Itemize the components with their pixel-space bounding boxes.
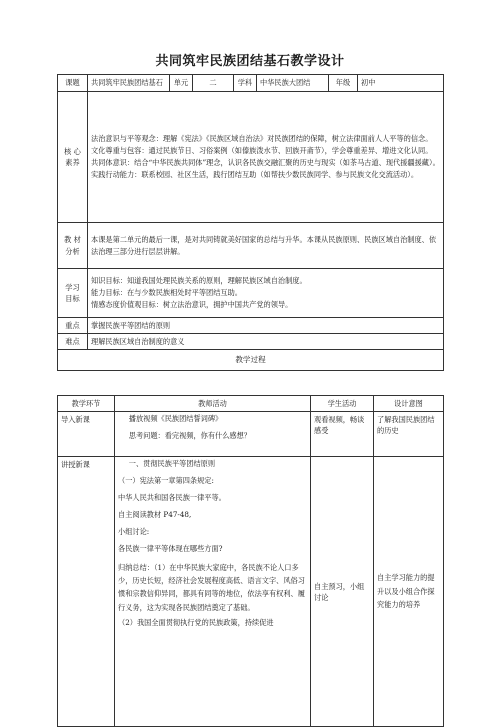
goal-item: 能力目标：在与少数民族相处时平等团结互助。 xyxy=(91,287,242,297)
intro-teacher xyxy=(115,412,311,457)
new-teacher-line: 自主阅读教材 P47-48, xyxy=(118,509,192,519)
unit-value: 二 xyxy=(193,75,234,92)
key-point-label: 重点 xyxy=(58,318,88,334)
literacy-label: 核 心 素养 xyxy=(58,92,88,223)
new-student: 自主预习，小组讨论 xyxy=(311,457,374,727)
difficulty-content: 理解民族区域自治制度的意义 xyxy=(88,334,444,350)
intro-student: 观看视频，畅谈感受 xyxy=(311,412,374,457)
process-header-row-main xyxy=(58,396,444,412)
literacy-content xyxy=(88,92,444,223)
new-teacher-line: 小组讨论: xyxy=(118,526,150,536)
new-teacher-line: （一）宪法第一章第四条规定: xyxy=(118,476,214,486)
header-intent-main: 设计意图 xyxy=(374,396,444,412)
unit-label: 单元 xyxy=(170,75,193,92)
new-teacher-line: 各民族一律平等体现在哪些方面? xyxy=(118,543,223,553)
key-point-content: 掌握民族平等团结的原则 xyxy=(88,318,444,334)
subject-label: 学科 xyxy=(234,75,257,92)
intro-intent: 了解我国民族团结的历史 xyxy=(374,412,444,457)
grade-label: 年级 xyxy=(329,75,358,92)
new-teacher xyxy=(115,457,311,727)
goals-row xyxy=(58,269,444,318)
new-teacher-line: 中华人民共和国各民族一律平等。 xyxy=(118,493,226,503)
new-teacher-line: 一、贯彻民族平等团结原则 xyxy=(128,459,216,469)
new-lesson-row xyxy=(58,457,444,727)
page-title: 共同筑牢民族团结基石教学设计 xyxy=(155,54,345,69)
subject-value: 中华民族大团结 xyxy=(257,75,329,92)
literacy-row xyxy=(58,92,444,223)
analysis-label: 教 材 分析 xyxy=(58,223,88,269)
analysis-row xyxy=(58,223,444,269)
intro-row xyxy=(58,412,444,457)
process-table xyxy=(57,395,444,727)
topic-value: 共同筑牢民族团结基石 xyxy=(88,75,170,92)
process-title: 教学过程 xyxy=(58,350,444,371)
grade-value: 初中 xyxy=(358,75,444,92)
difficulty-label: 难点 xyxy=(58,334,88,350)
goals-label: 学习 目标 xyxy=(58,269,88,318)
goal-item: 知识目标：知道我国处理民族关系的原则，理解民族区域自治制度。 xyxy=(91,275,307,285)
literacy-item: 法治意识与平等观念：理解《宪法》《民族区域自治法》对民族团结的保障，树立法律面前人人平等的信念。 xyxy=(91,133,433,143)
intro-teacher-line: 播放视频《民族团结誓词碑》 xyxy=(128,414,223,424)
lesson-plan-table xyxy=(57,74,444,371)
analysis-content: 本课是第二单元的最后一课，是对共同铸就美好国家的总结与升华。本课从民族原则、民族区域自治制度、依法治理三部分进行层层讲解。 xyxy=(88,223,444,269)
header-student-main: 学生活动 xyxy=(311,396,374,412)
goal-item: 情感态度价值观目标：树立法治意识，拥护中国共产党的领导。 xyxy=(91,300,293,310)
literacy-item: 实践行动能力：联系校园、社区生活，践行团结互助（如帮扶少数民族同学、参与民族文化交流活动）。 xyxy=(91,170,419,180)
header-stage-main: 教学环节 xyxy=(58,396,115,412)
new-teacher-line: （2）我国全面贯彻执行党的民族政策，持续促进 xyxy=(118,618,274,628)
new-stage: 讲授新课 xyxy=(58,457,115,727)
new-intent: 自主学习能力的提升以及小组合作探究能力的培养 xyxy=(374,457,444,727)
new-teacher-line: 归纳总结：（1）在中华民族大家庭中，各民族不论人口多少，历史长短，经济社会发展程度高低、语言文字、风俗习惯和宗教信仰异同，都具有同等的地位，依法享有权利、履行义务，这为实现各民族团结奠定了基础。 xyxy=(118,562,305,612)
info-row xyxy=(58,75,444,92)
header-teacher-main: 教师活动 xyxy=(115,396,311,412)
goals-content xyxy=(88,269,444,318)
difficulty-row xyxy=(58,334,444,350)
intro-stage: 导入新课 xyxy=(58,412,115,457)
intro-teacher-line: 思考问题：看完视频，你有什么感想？ xyxy=(128,431,251,441)
process-title-row xyxy=(58,350,444,371)
topic-label: 课题 xyxy=(58,75,88,92)
key-point-row xyxy=(58,318,444,334)
literacy-item: 文化尊重与包容：通过民族节日、习俗案例（如傣族泼水节、回族开斋节），学会尊重差异、增进文化认同。 xyxy=(91,145,433,155)
literacy-item: 共同体意识：结合“中华民族共同体”理念，认识各民族交融汇聚的历史与现实（如茶马古道、现代援疆援藏）。 xyxy=(91,158,440,167)
